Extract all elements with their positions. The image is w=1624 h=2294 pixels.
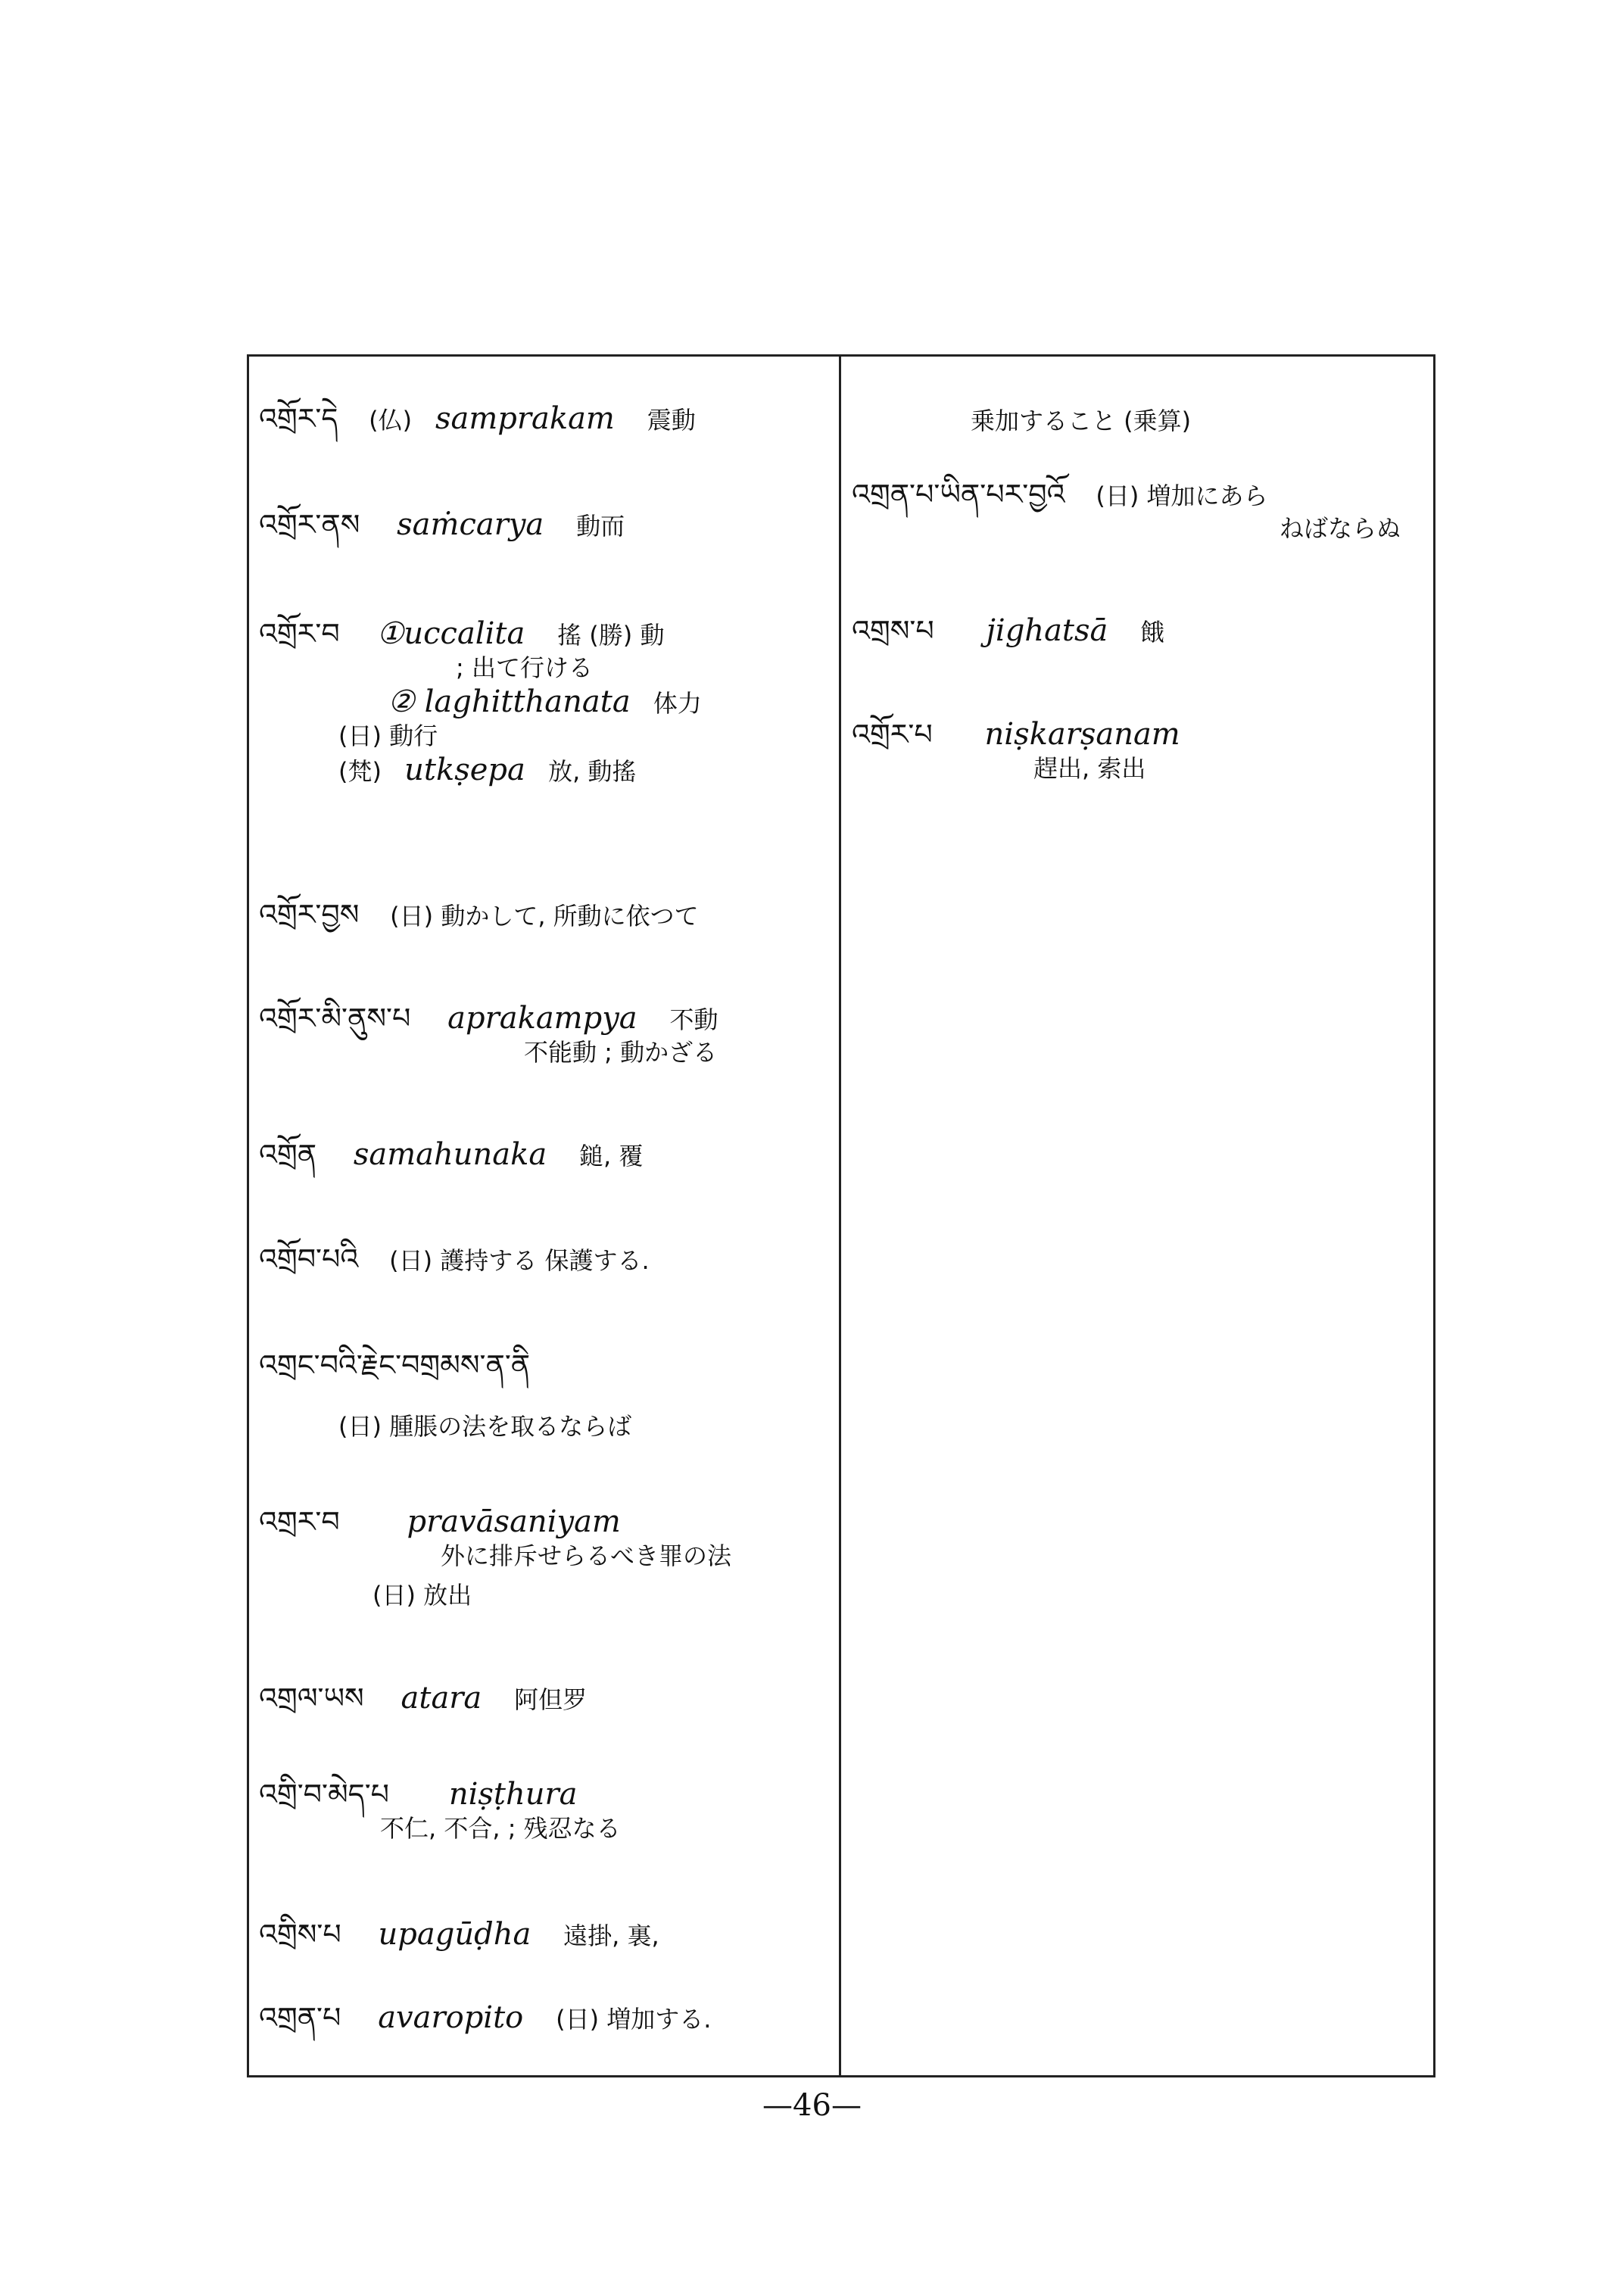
gloss: 遠掛, 裏,: [563, 1922, 659, 1950]
sanskrit-term: niṣkarṣanam: [984, 717, 1180, 752]
gloss: 体力: [653, 689, 702, 718]
column-divider: [839, 354, 841, 2077]
gloss: (日) 増加にあら: [1096, 482, 1268, 510]
tibetan-term: འགྲོར་ནས: [259, 508, 360, 541]
sanskrit-term: ② laghitthanata: [388, 684, 631, 719]
entry-left-10: [259, 1679, 834, 1717]
entry-right-1: [852, 477, 1427, 544]
entry-left-7: [259, 1242, 834, 1278]
tibetan-term: འགྲོར་མི་ནུས་པ: [259, 1002, 411, 1035]
sub-gloss: (日) 動行: [338, 722, 438, 750]
entry-left-12: [259, 1915, 834, 1953]
sub-gloss: ; 出て行ける: [456, 653, 593, 682]
gloss: 放, 動搖: [548, 757, 637, 786]
entry-left-1: [259, 400, 834, 438]
entry-left-2: [259, 506, 834, 544]
gloss: 搖 (勝) 動: [557, 621, 665, 650]
sanskrit-term: atara: [401, 1681, 482, 1716]
gloss: 餓: [1140, 618, 1165, 647]
entry-left-3: [259, 615, 834, 789]
section-header: 乗加すること (乗算): [971, 407, 1192, 435]
sanskrit-term: jighatsā: [986, 613, 1108, 648]
gloss: (日) 動かして, 所動に依つて: [390, 902, 699, 930]
tibetan-term: འགྲང་བའི་རྗེང་བགྲམས་ན་ནི: [259, 1348, 531, 1382]
tibetan-term: འགྲོན: [259, 1138, 317, 1171]
tibetan-term: འགྲན་པ་ཡིན་པར་བྱའོ: [852, 478, 1065, 511]
sub-gloss: 趕出, 索出: [1033, 754, 1146, 783]
entry-left-11: [259, 1775, 834, 1844]
gloss: (日) 護持する 保護する.: [389, 1246, 650, 1275]
tibetan-term: འགྲོར་བ: [259, 617, 340, 650]
sub-gloss: [372, 683, 834, 721]
entry-left-4: [259, 897, 834, 933]
gloss: 鎚, 覆: [579, 1142, 644, 1170]
tibetan-term: འགྲལ་ཡས: [259, 1682, 364, 1715]
sanskrit-term: samprakam: [435, 401, 615, 436]
sanskrit-term: niṣṭhura: [448, 1777, 578, 1812]
tibetan-term: འགྲོར་པ: [852, 718, 933, 751]
tibetan-term: འགྲན་པ: [259, 2001, 341, 2034]
sanskrit-term: aprakampya: [447, 1001, 637, 1036]
tibetan-term: འགྲོབ་པའི: [259, 1242, 359, 1276]
tibetan-term: འགྲོར་བྱས: [259, 898, 360, 931]
gloss: 動而: [576, 512, 625, 541]
tibetan-term: འགྲི་བ་མེད་པ: [259, 1778, 390, 1811]
abbreviation: (仏): [369, 406, 413, 435]
entry-left-13: [259, 1999, 834, 2037]
sub-gloss: (日) 腫脹の法を取るならば: [338, 1411, 632, 1441]
sub-gloss: [338, 751, 834, 789]
sanskrit-term: samahunaka: [353, 1137, 547, 1172]
sub-gloss: 外に排斥せらるべき罪の法: [441, 1541, 732, 1570]
entry-right-header: [962, 405, 1537, 438]
sub-gloss: 不能動 ; 動かざる: [524, 1038, 718, 1067]
tibetan-term: འགྲོར་དེ: [259, 402, 338, 435]
sub-gloss: ねばならぬ: [1280, 513, 1401, 543]
page-number: —46—: [762, 2088, 862, 2123]
gloss: 阿但罗: [514, 1685, 588, 1714]
abbreviation: (梵): [338, 757, 382, 786]
entry-right-3: [852, 715, 1427, 784]
tibetan-term: འགྲར་བ: [259, 1505, 340, 1538]
gloss: 震動: [647, 406, 696, 435]
sanskrit-term: saṁcarya: [397, 507, 544, 542]
tibetan-term: འགྲས་པ: [852, 614, 934, 647]
entry-left-8: [259, 1348, 834, 1442]
sanskrit-term: upagūḍha: [378, 1917, 531, 1952]
sanskrit-term: avaropito: [378, 2000, 524, 2035]
gloss: (日) 増加する.: [556, 2005, 712, 2034]
entry-right-2: [852, 612, 1427, 650]
sanskrit-term: ①uccalita: [376, 616, 525, 651]
tibetan-term: འགྲིས་པ: [259, 1918, 341, 1951]
sanskrit-term: utkṣepa: [404, 753, 525, 787]
gloss: 不動: [669, 1005, 718, 1034]
sub-gloss: 不仁, 不合, ; 残忍なる: [380, 1814, 621, 1843]
entry-left-9: [259, 1503, 834, 1610]
sanskrit-term: pravāsaniyam: [407, 1504, 621, 1539]
entry-left-5: [259, 999, 834, 1068]
entry-left-6: [259, 1136, 834, 1173]
sub-gloss: (日) 放出: [372, 1581, 472, 1610]
